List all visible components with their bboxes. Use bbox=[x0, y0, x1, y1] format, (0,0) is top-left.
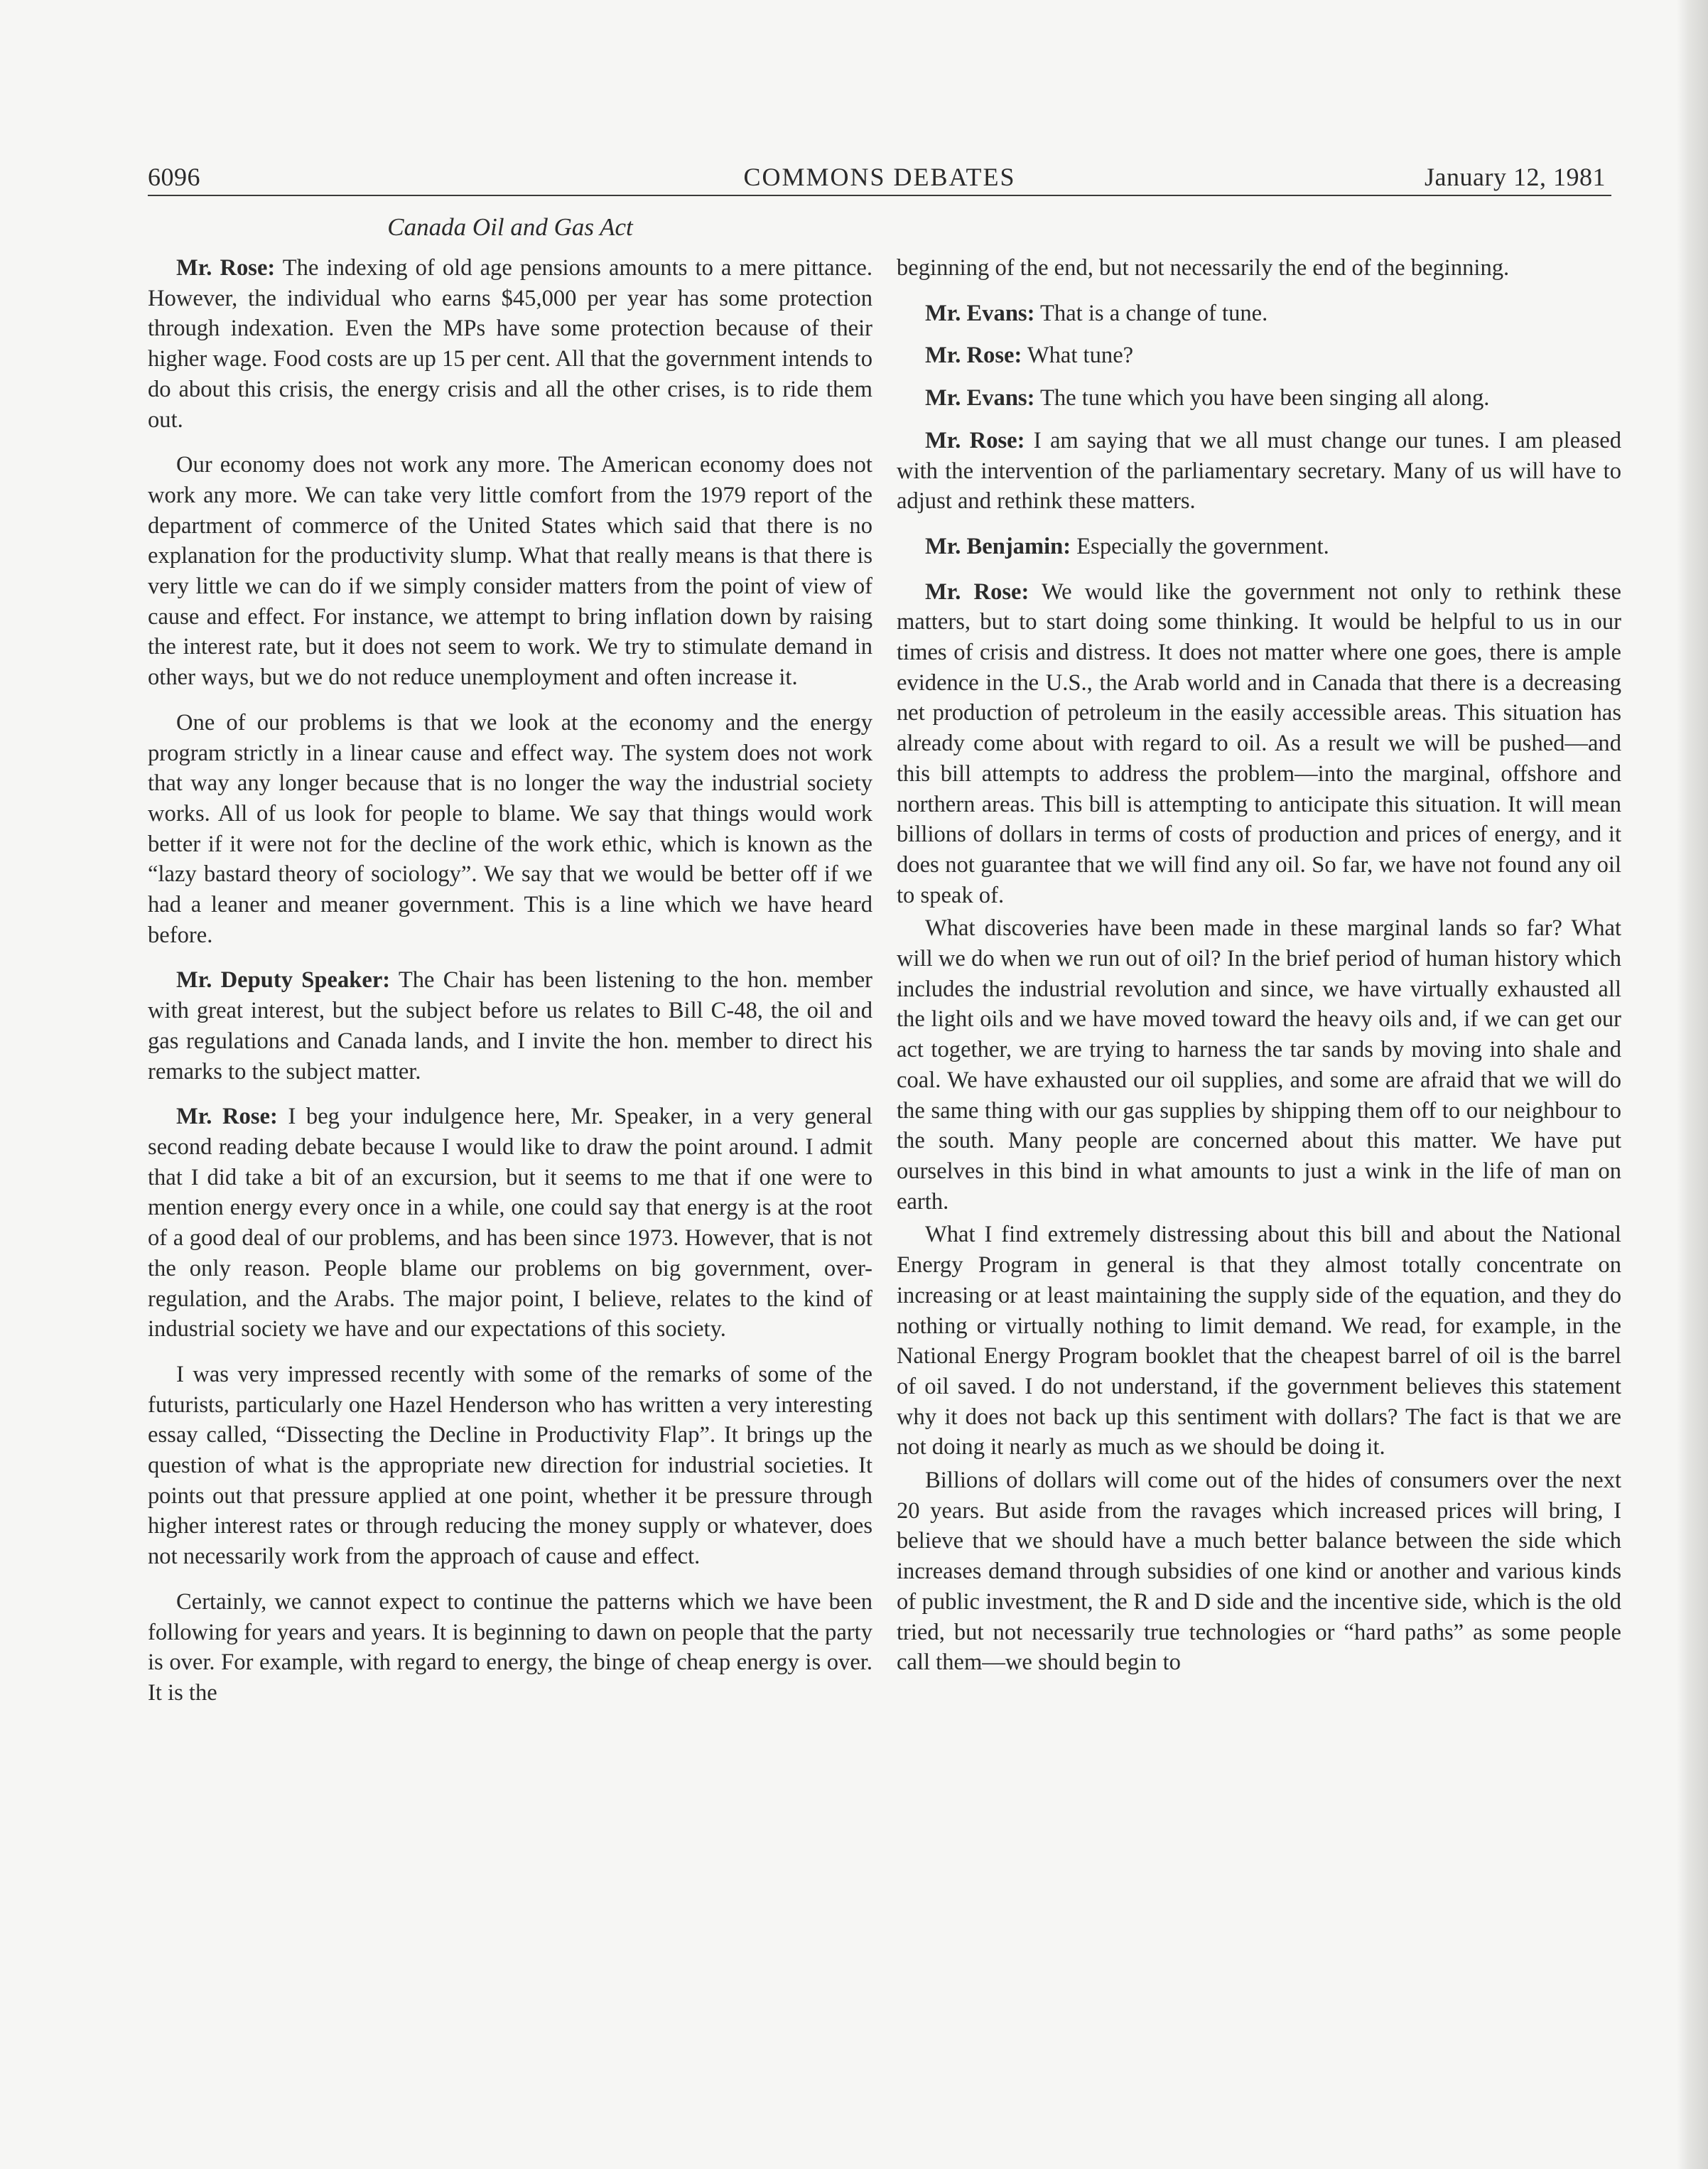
right-column bbox=[897, 253, 1621, 1681]
paragraph-text: The Chair has been listening to the hon. member with great interest, but the subject before us relates to Bill C-48, the oil and gas regulations and Canada lands, and I invite the hon. member to direct his remarks to the subject matter. bbox=[148, 967, 873, 1084]
paragraph bbox=[897, 253, 1621, 284]
speaker-name: Mr. Evans: bbox=[925, 385, 1035, 411]
paragraph-text: Our economy does not work any more. The American economy does not work any more. We can take very little comfort from the 1979 report of the department of commerce of the United States which said that there is no explanation for the productivity slump. What that really means is that there is very little we can do if we simply consider matters from the point of view of cause and effect. For instance, we attempt to bring inflation down by raising the interest rate, but it does not seem to work. We try to stimulate demand in other ways, but we do not reduce unemployment and often increase it. bbox=[148, 452, 872, 691]
issue-date: January 12, 1981 bbox=[1425, 163, 1606, 191]
paragraph-text: What I find extremely distressing about this bill and about the National Energy Program in general is that they almost totally concentrate on increasing or at least maintaining the supply side of the equation, and they do nothing or virtually nothing to limit demand. We read, for example, in the National Energy Program booklet that the cheapest barrel of oil is the barrel of oil saved. I do not understand, if the government believes this statement why it does not back up this sentiment with dollars? The fact is that we are not doing it nearly as much as we should be doing it. bbox=[897, 1222, 1621, 1460]
paragraph-text: I am saying that we all must change our tunes. I am pleased with the intervention of the parliamentary secretary. Many of us will have to adjust and rethink these matters. bbox=[897, 427, 1621, 515]
paragraph bbox=[148, 965, 872, 1087]
speaker-name: Mr. Deputy Speaker: bbox=[176, 967, 391, 994]
paragraph bbox=[148, 450, 872, 693]
paragraph bbox=[897, 577, 1621, 911]
paragraph bbox=[897, 532, 1621, 562]
paragraph bbox=[148, 1360, 872, 1572]
speaker-name: Mr. Rose: bbox=[925, 578, 1029, 605]
page-edge-shadow bbox=[1677, 0, 1708, 2169]
paragraph-text: What tune? bbox=[1022, 343, 1134, 369]
paragraph-text: I was very impressed recently with some of the remarks of some of the futurists, particularly one Hazel Henderson who has written a very interesting essay called, “Dissecting the Decline in Productivity Flap”. It brings up the question of what is the appropriate new direction for industrial societies. It points out that pressure applied at one point, whether it be pressure through higher interest rates or through reducing the money supply or whatever, does not necessarily work from the approach of cause and effect. bbox=[148, 1361, 872, 1570]
speaker-name: Mr. Rose: bbox=[925, 427, 1025, 453]
left-column bbox=[148, 253, 872, 1723]
page-header bbox=[148, 158, 1611, 196]
paragraph-text: The tune which you have been singing all along. bbox=[1034, 385, 1490, 411]
paragraph bbox=[897, 1220, 1621, 1463]
publication-title: COMMONS DEBATES bbox=[743, 163, 1016, 191]
paragraph bbox=[897, 383, 1621, 414]
paragraph-text: That is a change of tune. bbox=[1034, 300, 1268, 326]
paragraph-text: Billions of dollars will come out of the hides of consumers over the next 20 years. But aside from the ravages which increased prices will bring, I believe that we should have a much better balance between the side which increases demand through subsidies of one kind or another and various kinds of public investment, the R and D side and the incentive side, which is the old tried, but not necessarily true technologies or “hard paths” as some people call them—we should begin to bbox=[897, 1468, 1621, 1676]
speaker-name: Mr. Benjamin: bbox=[925, 533, 1071, 559]
running-title: Canada Oil and Gas Act bbox=[387, 213, 633, 241]
paragraph-text: What discoveries have been made in these marginal lands so far? What will we do when we run out of oil? In the brief period of human history which includes the industrial revolution and since, we have virtually exhausted all the light oils and we have moved toward the heavy oils and, if we can get our act together, we are trying to harness the tar sands by moving into shale and coal. We have exhausted our oil supplies, and some are afraid that we will do the same thing with our gas supplies by shipping them off to our neighbour to the south. Many people are concerned about this matter. We have put ourselves in this bind in what amounts to just a wink in the life of man on earth. bbox=[897, 915, 1621, 1215]
paragraph-text: I beg your indulgence here, Mr. Speaker, in a very general second reading debate because I would like to draw the point around. I admit that I did take a bit of an excursion, but it seems to me that if one were to mention energy every once in a while, one could say that energy is at the root of a good deal of our problems, and has been since 1973. However, that is not the only reason. People blame our problems on big government, over-regulation, and the Arabs. The major point, I believe, relates to the kind of industrial society we have and our expectations of this society. bbox=[148, 1104, 873, 1342]
paragraph bbox=[897, 426, 1621, 517]
paragraph bbox=[897, 1465, 1621, 1678]
paragraph bbox=[148, 253, 872, 435]
paragraph bbox=[148, 1102, 872, 1345]
paragraph bbox=[148, 708, 872, 951]
paragraph bbox=[148, 1587, 872, 1708]
paragraph-text: One of our problems is that we look at the economy and the energy program strictly in a linear cause and effect way. The system does not work that way any longer because that is no longer the way the industrial society works. All of us look for people to blame. We say that things would work better if it were not for the decline of the work ethic, which is known as the “lazy bastard theory of sociology”. We say that we would be better off if we had a leaner and meaner government. This is a line which we have heard before. bbox=[148, 709, 872, 948]
paragraph-text: Especially the government. bbox=[1071, 533, 1329, 559]
speaker-name: Mr. Rose: bbox=[925, 343, 1022, 369]
paragraph bbox=[897, 913, 1621, 1217]
speaker-name: Mr. Rose: bbox=[176, 255, 276, 281]
paragraph-text: The indexing of old age pensions amounts to a mere pittance. However, the individual who earns $45,000 per year has some protection through indexation. Even the MPs have some protection because of their higher wage. Food costs are up 15 per cent. All that the government intends to do about this crisis, the energy crisis and all the other crises, is to ride them out. bbox=[148, 255, 872, 433]
page-number: 6096 bbox=[148, 163, 200, 191]
paragraph-text: Certainly, we cannot expect to continue the patterns which we have been following for years and years. It is beginning to dawn on people that the party is over. For example, with regard to energy, the binge of cheap energy is over. It is the bbox=[148, 1588, 872, 1706]
paragraph-text: beginning of the end, but not necessarily the end of the beginning. bbox=[897, 255, 1510, 281]
paragraph bbox=[897, 340, 1621, 371]
speaker-name: Mr. Evans: bbox=[925, 300, 1035, 326]
speaker-name: Mr. Rose: bbox=[176, 1104, 278, 1130]
paragraph-text: We would like the government not only to rethink these matters, but to start doing some thinking. It would be helpful to us in our times of crisis and distress. It does not matter where one goes, there is ample evidence in the U.S., the Arab world and in Canada that there is a decreasing net production of petroleum in the easily accessible areas. This situation has already come about with regard to oil. As a result we will be pushed—and this bill attempts to address the problem—into the marginal, offshore and northern areas. This bill is attempting to anticipate this situation. It will mean billions of dollars in terms of costs of production and prices of energy, and it does not guarantee that we will find any oil. So far, we have not found any oil to speak of. bbox=[897, 578, 1622, 908]
paragraph bbox=[897, 298, 1621, 329]
